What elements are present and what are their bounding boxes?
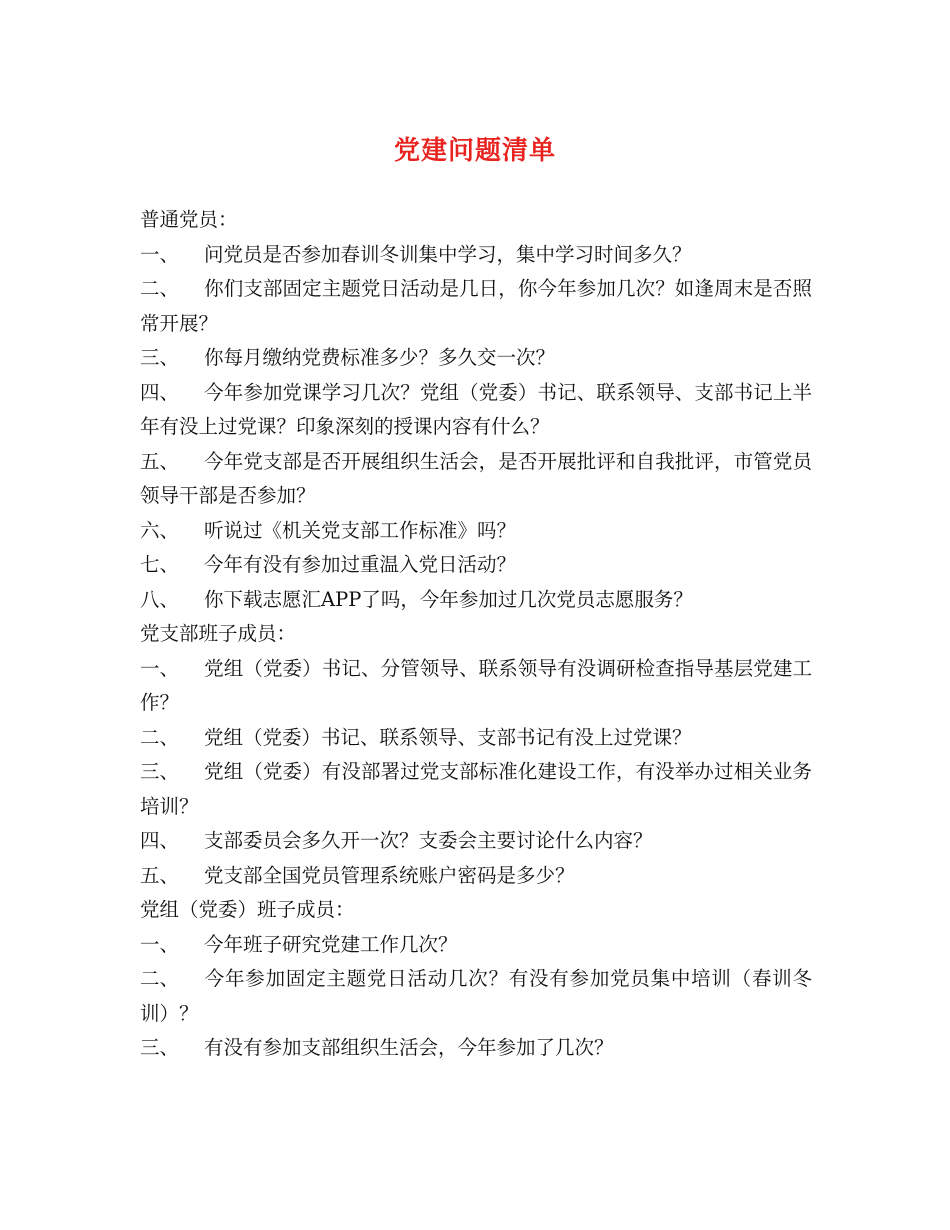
item-number: 一、: [140, 656, 180, 680]
item-text: 今年有没有参加过重温入党日活动？: [204, 553, 517, 576]
section-heading: 党支部班子成员：: [140, 622, 297, 645]
item-text: 你下载志愿汇APP了吗，今年参加过几次党员志愿服务？: [204, 587, 693, 611]
list-item: [140, 514, 812, 549]
item-number: 四、: [140, 380, 180, 404]
item-number: 二、: [140, 725, 180, 749]
item-text: 听说过《机关党支部工作标准》吗？: [204, 518, 517, 542]
list-item: [140, 652, 812, 721]
item-number: 四、: [140, 829, 180, 852]
list-item: [140, 445, 812, 514]
list-item: [140, 721, 812, 756]
item-number: 八、: [140, 587, 180, 611]
item-number: 七、: [140, 553, 180, 576]
item-number: 二、: [140, 967, 180, 990]
document-title: 党建问题清单: [393, 136, 556, 166]
item-number: 五、: [140, 863, 180, 887]
list-item: [140, 859, 812, 894]
list-item: [140, 928, 812, 963]
item-number: 一、: [140, 932, 180, 956]
item-text: 党支部全国党员管理系统账户密码是多少？: [204, 863, 575, 887]
list-item: [140, 583, 812, 618]
item-number: 三、: [140, 346, 180, 369]
item-number: 六、: [140, 518, 180, 542]
list-item: [140, 962, 812, 1031]
item-text: 你们支部固定主题党日活动是几日，你今年参加几次？如逢周末是否照常开展？: [140, 277, 812, 335]
item-text: 今年班子研究党建工作几次？: [204, 932, 458, 956]
section-heading: 普通党员：: [140, 208, 238, 231]
list-item: [140, 238, 812, 273]
document-body: [140, 203, 812, 1066]
item-number: 三、: [140, 760, 180, 783]
list-item: [140, 824, 812, 859]
item-number: 二、: [140, 277, 180, 300]
section-heading: 党组（党委）班子成员：: [140, 898, 355, 921]
item-text: 今年参加党课学习几次？党组（党委）书记、联系领导、支部书记上半年有没上过党课？印象深刻的授课内容有什么？: [140, 380, 812, 438]
list-item: [140, 548, 812, 583]
item-number: 一、: [140, 242, 180, 266]
item-text: 有没有参加支部组织生活会，今年参加了几次？: [204, 1036, 614, 1059]
item-text: 支部委员会多久开一次？支委会主要讨论什么内容？: [204, 829, 653, 852]
item-text: 党组（党委）有没部署过党支部标准化建设工作，有没举办过相关业务培训？: [140, 760, 812, 818]
item-text: 今年参加固定主题党日活动几次？有没有参加党员集中培训（春训冬训）？: [140, 967, 812, 1025]
item-text: 问党员是否参加春训冬训集中学习，集中学习时间多久？: [204, 242, 692, 266]
item-text: 今年党支部是否开展组织生活会，是否开展批评和自我批评，市管党员领导干部是否参加？: [140, 449, 812, 507]
item-number: 五、: [140, 449, 180, 473]
item-number: 三、: [140, 1036, 180, 1059]
item-text: 党组（党委）书记、联系领导、支部书记有没上过党课？: [204, 725, 692, 749]
list-item: [140, 755, 812, 824]
list-item: [140, 341, 812, 376]
list-item: [140, 272, 812, 341]
list-item: [140, 376, 812, 445]
item-text: 党组（党委）书记、分管领导、联系领导有没调研检查指导基层党建工作？: [140, 656, 812, 714]
item-text: 你每月缴纳党费标准多少？多久交一次？: [204, 346, 556, 369]
list-item: [140, 1031, 812, 1066]
